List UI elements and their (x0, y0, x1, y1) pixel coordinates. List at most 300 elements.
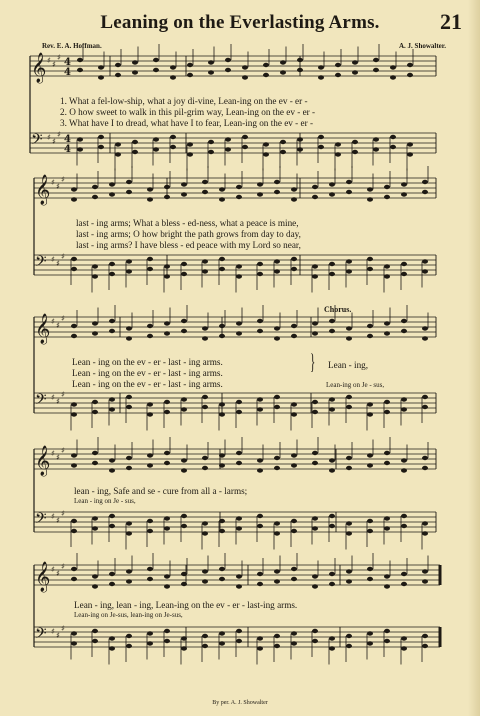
note-head (98, 65, 104, 69)
note-head (181, 514, 187, 518)
note-head (153, 147, 159, 151)
note-head (346, 456, 352, 460)
note-head (312, 639, 318, 643)
chorus-line-1-a: Lean - ing on the ev - er - last - ing arms. (72, 357, 223, 367)
note-head (109, 397, 115, 401)
note-head (236, 451, 242, 455)
note-head (407, 63, 413, 67)
note-head (126, 269, 132, 273)
note-head (236, 400, 242, 404)
note-head (71, 267, 77, 271)
note-head (257, 636, 263, 640)
note-head (164, 461, 170, 465)
note-head (236, 264, 242, 268)
author-credit: Rev. E. A. Hoffman. (42, 42, 102, 50)
note-head (208, 60, 214, 64)
key-sharp: ♯ (51, 178, 55, 187)
note-head (318, 145, 324, 149)
key-sharp: ♯ (61, 562, 65, 571)
key-sharp: ♯ (61, 446, 65, 455)
note-head (132, 60, 138, 64)
note-head (236, 629, 242, 633)
hymn-title: Leaning on the Everlasting Arms. (100, 12, 380, 33)
note-head (422, 569, 428, 573)
note-head (219, 197, 225, 201)
note-head (367, 577, 373, 581)
note-head (329, 582, 335, 586)
note-head (384, 584, 390, 588)
note-head (401, 582, 407, 586)
note-head (329, 458, 335, 462)
note-head (407, 73, 413, 77)
note-head (422, 531, 428, 535)
note-head (147, 324, 153, 328)
note-head (329, 397, 335, 401)
note-head (242, 135, 248, 139)
note-head (291, 567, 297, 571)
note-head (164, 584, 170, 588)
note-head (390, 75, 396, 79)
note-head (274, 190, 280, 194)
note-head (202, 634, 208, 638)
note-head (170, 65, 176, 69)
note-head (164, 410, 170, 414)
clef-glyph: 𝄞 (35, 562, 51, 592)
note-head (219, 187, 225, 191)
note-head (77, 137, 83, 141)
note-head (219, 631, 225, 635)
note-head (77, 147, 83, 151)
key-sharp: ♯ (51, 255, 55, 264)
note-head (126, 395, 132, 399)
note-head (312, 516, 318, 520)
note-head (291, 577, 297, 581)
note-head (422, 456, 428, 460)
note-head (236, 584, 242, 588)
note-head (257, 514, 263, 518)
note-head (373, 137, 379, 141)
clef-glyph: 𝄞 (35, 446, 51, 476)
key-sharp: ♯ (56, 516, 60, 525)
note-head (274, 405, 280, 409)
note-head (329, 514, 335, 518)
note-head (384, 321, 390, 325)
note-head (202, 395, 208, 399)
note-head (236, 274, 242, 278)
note-head (274, 336, 280, 340)
note-head (401, 182, 407, 186)
note-head (115, 73, 121, 77)
note-head (280, 60, 286, 64)
note-head (346, 569, 352, 573)
note-head (71, 567, 77, 571)
note-head (274, 634, 280, 638)
verse-1-line-2: last - ing arms; What a bless - ed-ness, what a peace is mine, (76, 218, 299, 228)
note-head (263, 142, 269, 146)
note-head (280, 150, 286, 154)
note-head (274, 644, 280, 648)
note-head (181, 458, 187, 462)
note-head (92, 274, 98, 278)
note-head (335, 63, 341, 67)
note-head (384, 400, 390, 404)
note-head (126, 456, 132, 460)
note-head (312, 574, 318, 578)
note-head (384, 461, 390, 465)
chorus-line-3-bottom: Lean-ing on Je-sus, lean-ing on Je-sus, (74, 611, 183, 619)
note-head (312, 410, 318, 414)
note-head (147, 641, 153, 645)
note-head (164, 400, 170, 404)
note-head (384, 331, 390, 335)
chorus-line-1-c: Lean - ing on the ev - er - last - ing arms. (72, 379, 223, 389)
note-head (312, 584, 318, 588)
note-head (164, 639, 170, 643)
note-head (92, 321, 98, 325)
time-signature: 4 (64, 57, 71, 68)
verse-3-line-1: 3. What have I to dread, what have I to fear, Lean-ing on the ev - er - (60, 118, 314, 128)
note-head (373, 58, 379, 62)
note-head (164, 629, 170, 633)
note-head (257, 397, 263, 401)
note-head (132, 140, 138, 144)
note-head (274, 259, 280, 263)
note-head (384, 195, 390, 199)
note-head (401, 636, 407, 640)
note-head (312, 331, 318, 335)
note-head (71, 453, 77, 457)
note-head (202, 405, 208, 409)
note-head (77, 68, 83, 72)
note-head (390, 65, 396, 69)
note-head (422, 579, 428, 583)
key-sharp: ♯ (61, 390, 65, 399)
note-head (71, 412, 77, 416)
note-head (98, 145, 104, 149)
note-head (346, 259, 352, 263)
note-head (274, 521, 280, 525)
note-head (242, 145, 248, 149)
note-head (291, 519, 297, 523)
note-head (115, 152, 121, 156)
note-head (219, 257, 225, 261)
note-head (346, 466, 352, 470)
note-head (98, 75, 104, 79)
note-head (202, 644, 208, 648)
note-head (422, 190, 428, 194)
note-head (401, 514, 407, 518)
note-head (312, 195, 318, 199)
note-head (147, 529, 153, 533)
note-head (329, 468, 335, 472)
note-head (274, 579, 280, 583)
note-head (367, 453, 373, 457)
key-sharp: ♯ (56, 397, 60, 406)
note-head (367, 463, 373, 467)
note-head (384, 410, 390, 414)
note-head (181, 272, 187, 276)
note-head (257, 524, 263, 528)
note-head (109, 514, 115, 518)
note-head (291, 187, 297, 191)
verse-1-line-1: 1. What a fel-low-ship, what a joy di-vine, Lean-ing on the ev - er - (60, 96, 308, 106)
note-head (236, 321, 242, 325)
note-head (115, 142, 121, 146)
note-head (367, 402, 373, 406)
note-head (384, 516, 390, 520)
note-head (291, 631, 297, 635)
note-head (147, 519, 153, 523)
note-head (280, 70, 286, 74)
note-head (181, 319, 187, 323)
key-sharp: ♯ (61, 509, 65, 518)
note-head (257, 572, 263, 576)
note-head (147, 402, 153, 406)
note-head (219, 567, 225, 571)
note-head (257, 407, 263, 411)
note-head (71, 463, 77, 467)
note-head (422, 405, 428, 409)
note-head (92, 410, 98, 414)
note-head (236, 410, 242, 414)
key-sharp: ♯ (52, 137, 56, 146)
note-head (312, 461, 318, 465)
note-head (274, 466, 280, 470)
note-head (92, 584, 98, 588)
note-head (147, 187, 153, 191)
note-head (109, 636, 115, 640)
note-head (92, 264, 98, 268)
note-head (187, 152, 193, 156)
note-head (346, 336, 352, 340)
chorus-line-1-right-bottom: Lean-ing on Je - sus, (326, 381, 385, 389)
note-head (170, 145, 176, 149)
note-head (92, 331, 98, 335)
time-signature: 4 (64, 134, 71, 145)
note-head (109, 329, 115, 333)
note-head (384, 629, 390, 633)
note-head (71, 334, 77, 338)
note-head (109, 524, 115, 528)
note-head (257, 319, 263, 323)
note-head (257, 582, 263, 586)
note-head (335, 142, 341, 146)
note-head (291, 324, 297, 328)
note-head (109, 407, 115, 411)
note-head (92, 629, 98, 633)
note-head (71, 631, 77, 635)
note-head (71, 197, 77, 201)
note-head (236, 516, 242, 520)
time-signature: 4 (64, 144, 71, 155)
note-head (153, 58, 159, 62)
key-sharp: ♯ (61, 175, 65, 184)
note-head (384, 451, 390, 455)
note-head (147, 197, 153, 201)
time-signature: 4 (64, 67, 71, 78)
note-head (257, 182, 263, 186)
note-head (346, 180, 352, 184)
note-head (401, 407, 407, 411)
note-head (126, 644, 132, 648)
key-sharp: ♯ (56, 259, 60, 268)
key-sharp: ♯ (51, 393, 55, 402)
note-head (71, 529, 77, 533)
note-head (153, 68, 159, 72)
key-sharp: ♯ (51, 449, 55, 458)
clef-glyph: 𝄢 (31, 131, 43, 152)
note-head (312, 185, 318, 189)
verse-2-line-2: last - ing arms; O how bright the path grows from day to day, (76, 229, 301, 239)
note-head (170, 135, 176, 139)
note-head (109, 262, 115, 266)
note-head (329, 407, 335, 411)
note-head (346, 531, 352, 535)
note-head (126, 531, 132, 535)
note-head (291, 412, 297, 416)
note-head (346, 190, 352, 194)
clef-glyph: 𝄢 (35, 510, 47, 531)
note-head (367, 187, 373, 191)
note-head (202, 190, 208, 194)
note-head (422, 521, 428, 525)
note-head (153, 137, 159, 141)
note-head (291, 197, 297, 201)
note-head (312, 274, 318, 278)
note-head (181, 397, 187, 401)
note-head (422, 269, 428, 273)
note-head (126, 569, 132, 573)
note-head (225, 137, 231, 141)
note-head (71, 519, 77, 523)
note-head (164, 574, 170, 578)
note-head (373, 147, 379, 151)
note-head (115, 63, 121, 67)
note-head (263, 152, 269, 156)
note-head (401, 262, 407, 266)
note-head (257, 262, 263, 266)
note-head (181, 468, 187, 472)
chorus-line-1-b: Lean - ing on the ev - er - last - ing arms. (72, 368, 223, 378)
note-head (422, 180, 428, 184)
key-sharp: ♯ (52, 60, 56, 69)
note-head (181, 192, 187, 196)
key-sharp: ♯ (61, 252, 65, 261)
note-head (109, 319, 115, 323)
note-head (126, 579, 132, 583)
note-head (170, 75, 176, 79)
note-head (312, 451, 318, 455)
note-head (291, 463, 297, 467)
note-head (202, 336, 208, 340)
note-head (329, 636, 335, 640)
note-head (422, 395, 428, 399)
note-head (329, 329, 335, 333)
note-head (422, 466, 428, 470)
note-head (126, 336, 132, 340)
note-head (219, 577, 225, 581)
chorus-label: Chorus. (324, 305, 352, 314)
clef-glyph: 𝄞 (35, 175, 51, 205)
note-head (384, 574, 390, 578)
note-head (346, 326, 352, 330)
note-head (401, 397, 407, 401)
note-head (126, 521, 132, 525)
note-head (77, 58, 83, 62)
clef-glyph: 𝄞 (35, 314, 51, 344)
note-head (92, 185, 98, 189)
note-head (263, 63, 269, 67)
key-sharp: ♯ (56, 631, 60, 640)
note-head (352, 70, 358, 74)
key-sharp: ♯ (57, 130, 61, 139)
note-head (126, 180, 132, 184)
note-head (202, 456, 208, 460)
note-head (401, 524, 407, 528)
note-head (390, 135, 396, 139)
note-head (312, 264, 318, 268)
note-head (202, 259, 208, 263)
key-sharp: ♯ (61, 624, 65, 633)
note-head (367, 412, 373, 416)
note-head (147, 453, 153, 457)
note-head (147, 463, 153, 467)
verse-3-line-2: last - ing arms? I have bless - ed peace with my Lord so near, (76, 240, 301, 250)
note-head (109, 572, 115, 576)
note-head (390, 145, 396, 149)
note-head (407, 142, 413, 146)
key-sharp: ♯ (51, 565, 55, 574)
chorus-line-2-top: lean - ing, Safe and se - cure from all a - larms; (74, 486, 248, 496)
note-head (181, 262, 187, 266)
note-head (257, 646, 263, 650)
note-head (236, 574, 242, 578)
note-head (181, 524, 187, 528)
note-head (92, 574, 98, 578)
note-head (291, 529, 297, 533)
note-head (384, 185, 390, 189)
note-head (208, 150, 214, 154)
note-head (346, 269, 352, 273)
note-head (280, 140, 286, 144)
note-head (367, 631, 373, 635)
note-head (202, 521, 208, 525)
note-head (318, 135, 324, 139)
note-head (291, 334, 297, 338)
note-head (384, 639, 390, 643)
note-head (164, 451, 170, 455)
note-head (181, 329, 187, 333)
note-head (109, 192, 115, 196)
note-head (367, 257, 373, 261)
key-sharp: ♯ (51, 627, 55, 636)
note-head (202, 569, 208, 573)
key-sharp: ♯ (56, 321, 60, 330)
note-head (274, 456, 280, 460)
note-head (225, 68, 231, 72)
note-head (92, 516, 98, 520)
note-head (147, 257, 153, 261)
note-head (92, 526, 98, 530)
note-head (257, 272, 263, 276)
clef-glyph: 𝄞 (31, 53, 47, 83)
note-head (422, 644, 428, 648)
note-head (401, 646, 407, 650)
note-head (274, 569, 280, 573)
verse-2-line-1: 2. O how sweet to walk in this pil-grim way, Lean-ing on the ev - er - (60, 107, 316, 117)
note-head (236, 331, 242, 335)
note-head (92, 451, 98, 455)
